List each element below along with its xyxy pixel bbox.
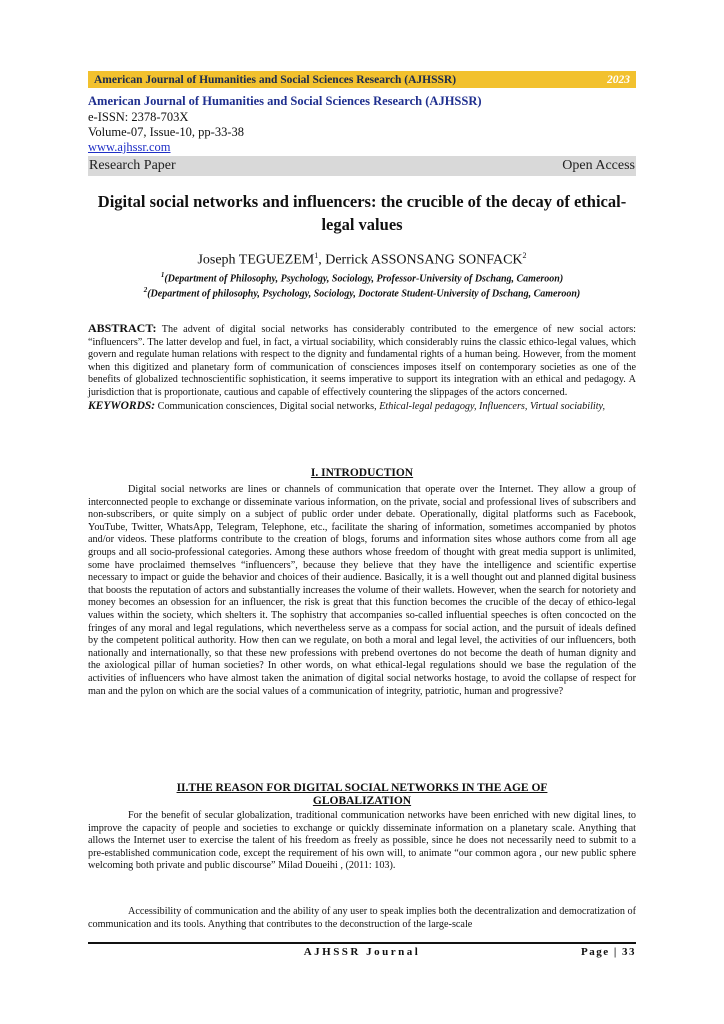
- footer-divider: [88, 942, 636, 944]
- author-name: Derrick ASSONSANG SONFACK: [325, 252, 523, 268]
- journal-bar-title: American Journal of Humanities and Social Sciences Research (AJHSSR): [94, 73, 457, 86]
- page-footer: [88, 946, 636, 962]
- section-heading-2-line1: II.THE REASON FOR DIGITAL SOCIAL NETWORKS IN THE AGE OF: [176, 782, 548, 794]
- paper-type: Research Paper: [89, 158, 176, 173]
- journal-year: 2023: [607, 73, 630, 86]
- keywords-label: KEYWORDS:: [88, 399, 156, 412]
- page-number: Page | 33: [580, 946, 636, 958]
- author-affiliation-mark: 1: [314, 251, 319, 260]
- journal-title: American Journal of Humanities and Social Sciences Research (AJHSSR): [88, 94, 482, 108]
- affiliation-mark: 2: [143, 286, 148, 294]
- section-heading-2: [88, 782, 636, 808]
- author-name: Joseph TEGUEZEM: [197, 252, 315, 268]
- journal-website-link[interactable]: www.ajhssr.com: [88, 140, 171, 154]
- author-affiliation-mark: 2: [522, 251, 527, 260]
- abstract-label: ABSTRACT:: [88, 321, 157, 335]
- keywords-italic-text: Ethical-legal pedagogy, Influencers, Virtual sociability,: [379, 400, 606, 412]
- introduction-paragraph: Digital social networks are lines or channels of communication that operate over the Internet. They allow a group of interconnected people to exchange or disseminate various information, on the private, social and professional lives of subscribers and non-subscribers, or quite simply on a subject of public order under debate. Operationally, digital platforms such as Facebook, YouTube, Twitter, WhatsApp, Telegram, Telephone, etc., facilitate the sharing of information, sometimes accompanied by photos and/or videos. These platforms contribute to the creation of blogs, forums and information sites whose authors come from all age groups and all socio-professional categories. Among these authors whose freedom of thought with great media support is unlimited, some have proclaimed themselves “influencers”, because they believe that they have the intelligence and scientific expertise necessary to impact or guide the behavior and choices of their audience. Basically, it is a well thought out and planned digital business that boosts the reputation of actors and substantially increases the volume of their wallets. However, when the search for notoriety and money becomes an obsession for an influencer, the risk is great that this function becomes the crucible of the decay of ethico-legal values within the society, which shelters it. The sophistry that accompanies so-called influential speeches is often concocted on the fringes of any moral and legal regulations, which nevertheless serve as a compass for social action, and the pursuit of ideals defined by the competent political authority. How then can we regulate, on both a moral and legal level, the activities of our influencers, both nationally and internationally, so that these new professions with prebend overtones do not become the death of human dignity and the axiological pillar of human societies? In other words, on what ethical-legal regulations should we base the regulation of the activities of influencers who have almost taken the animation of digital social networks hostage, to avoid the collapse of respect for man and the pylon on which are the social values of a communication of integrity, patriotic, human and progressive?: [88, 484, 636, 697]
- journal-header-bar: [88, 71, 636, 88]
- section-2-paragraph-1: For the benefit of secular globalization, traditional communication networks have been enriched with new digital lines, to improve the capacity of people and societies to exchange or quickly disseminate information on a planetary scale. Anything that allows the Internet user to exercise the talent of his freedom as freely as possible, since he does not necessarily need to submit to a pre-established communication code, except the requirement of his own will, to animate “our common agora , our new public sphere welcoming both private and public discourse” Milad Doueihi , (2011: 103).: [88, 810, 636, 872]
- paper-type-bar: [88, 156, 636, 176]
- affiliation-text: (Department of philosophy, Psychology, Sociology, Doctorate Student-University of Dschang, Cameroon): [147, 288, 581, 300]
- author-list: [88, 251, 636, 269]
- keywords-text: Communication consciences, Digital social networks,: [155, 400, 380, 412]
- open-access-label: Open Access: [562, 158, 635, 173]
- abstract-text: The advent of digital social networks has considerably contributed to the emergence of new social actors: “influencers”. The latter develop and fuel, in fact, a virtual sociability, which considerably ruins the classic ethico-legal values, which govern and regulate human relations with respect to the dignity and fundamental rights of a human being. However, from the moment when this digitized and planetary form of communication of consciences imposes itself on contemporary societies as one of the benefits of globalized technoscientific sophistication, it seems imperative to support its integration with an ethical and pedagogy. A jurisdiction that is proportionate, cautious and capable of effectively countering the slippages of the actors concerned.: [88, 324, 636, 398]
- article-title: Digital social networks and influencers: the crucible of the decay of ethical-legal values: [97, 192, 627, 234]
- affiliation-text: (Department of Philosophy, Psychology, Sociology, Professor-University of Dschang, Cameroon): [164, 273, 564, 285]
- abstract: [88, 322, 636, 413]
- affiliation-mark: 1: [160, 271, 165, 279]
- footer-journal: AJHSSR Journal: [303, 946, 421, 958]
- volume-issue: Volume-07, Issue-10, pp-33-38: [88, 125, 244, 139]
- section-2-paragraph-2: Accessibility of communication and the ability of any user to speak implies both the decentralization and democratization of communication and its tools. Anything that contributes to the deconstruction of the large-scale: [88, 906, 636, 930]
- eissn: e-ISSN: 2378-703X: [88, 110, 189, 124]
- affiliation: [88, 286, 636, 299]
- section-heading-introduction: I. INTRODUCTION: [310, 467, 414, 479]
- author-separator: ,: [318, 252, 326, 268]
- affiliation: [88, 271, 636, 284]
- section-heading-2-line2: GLOBALIZATION: [312, 795, 412, 807]
